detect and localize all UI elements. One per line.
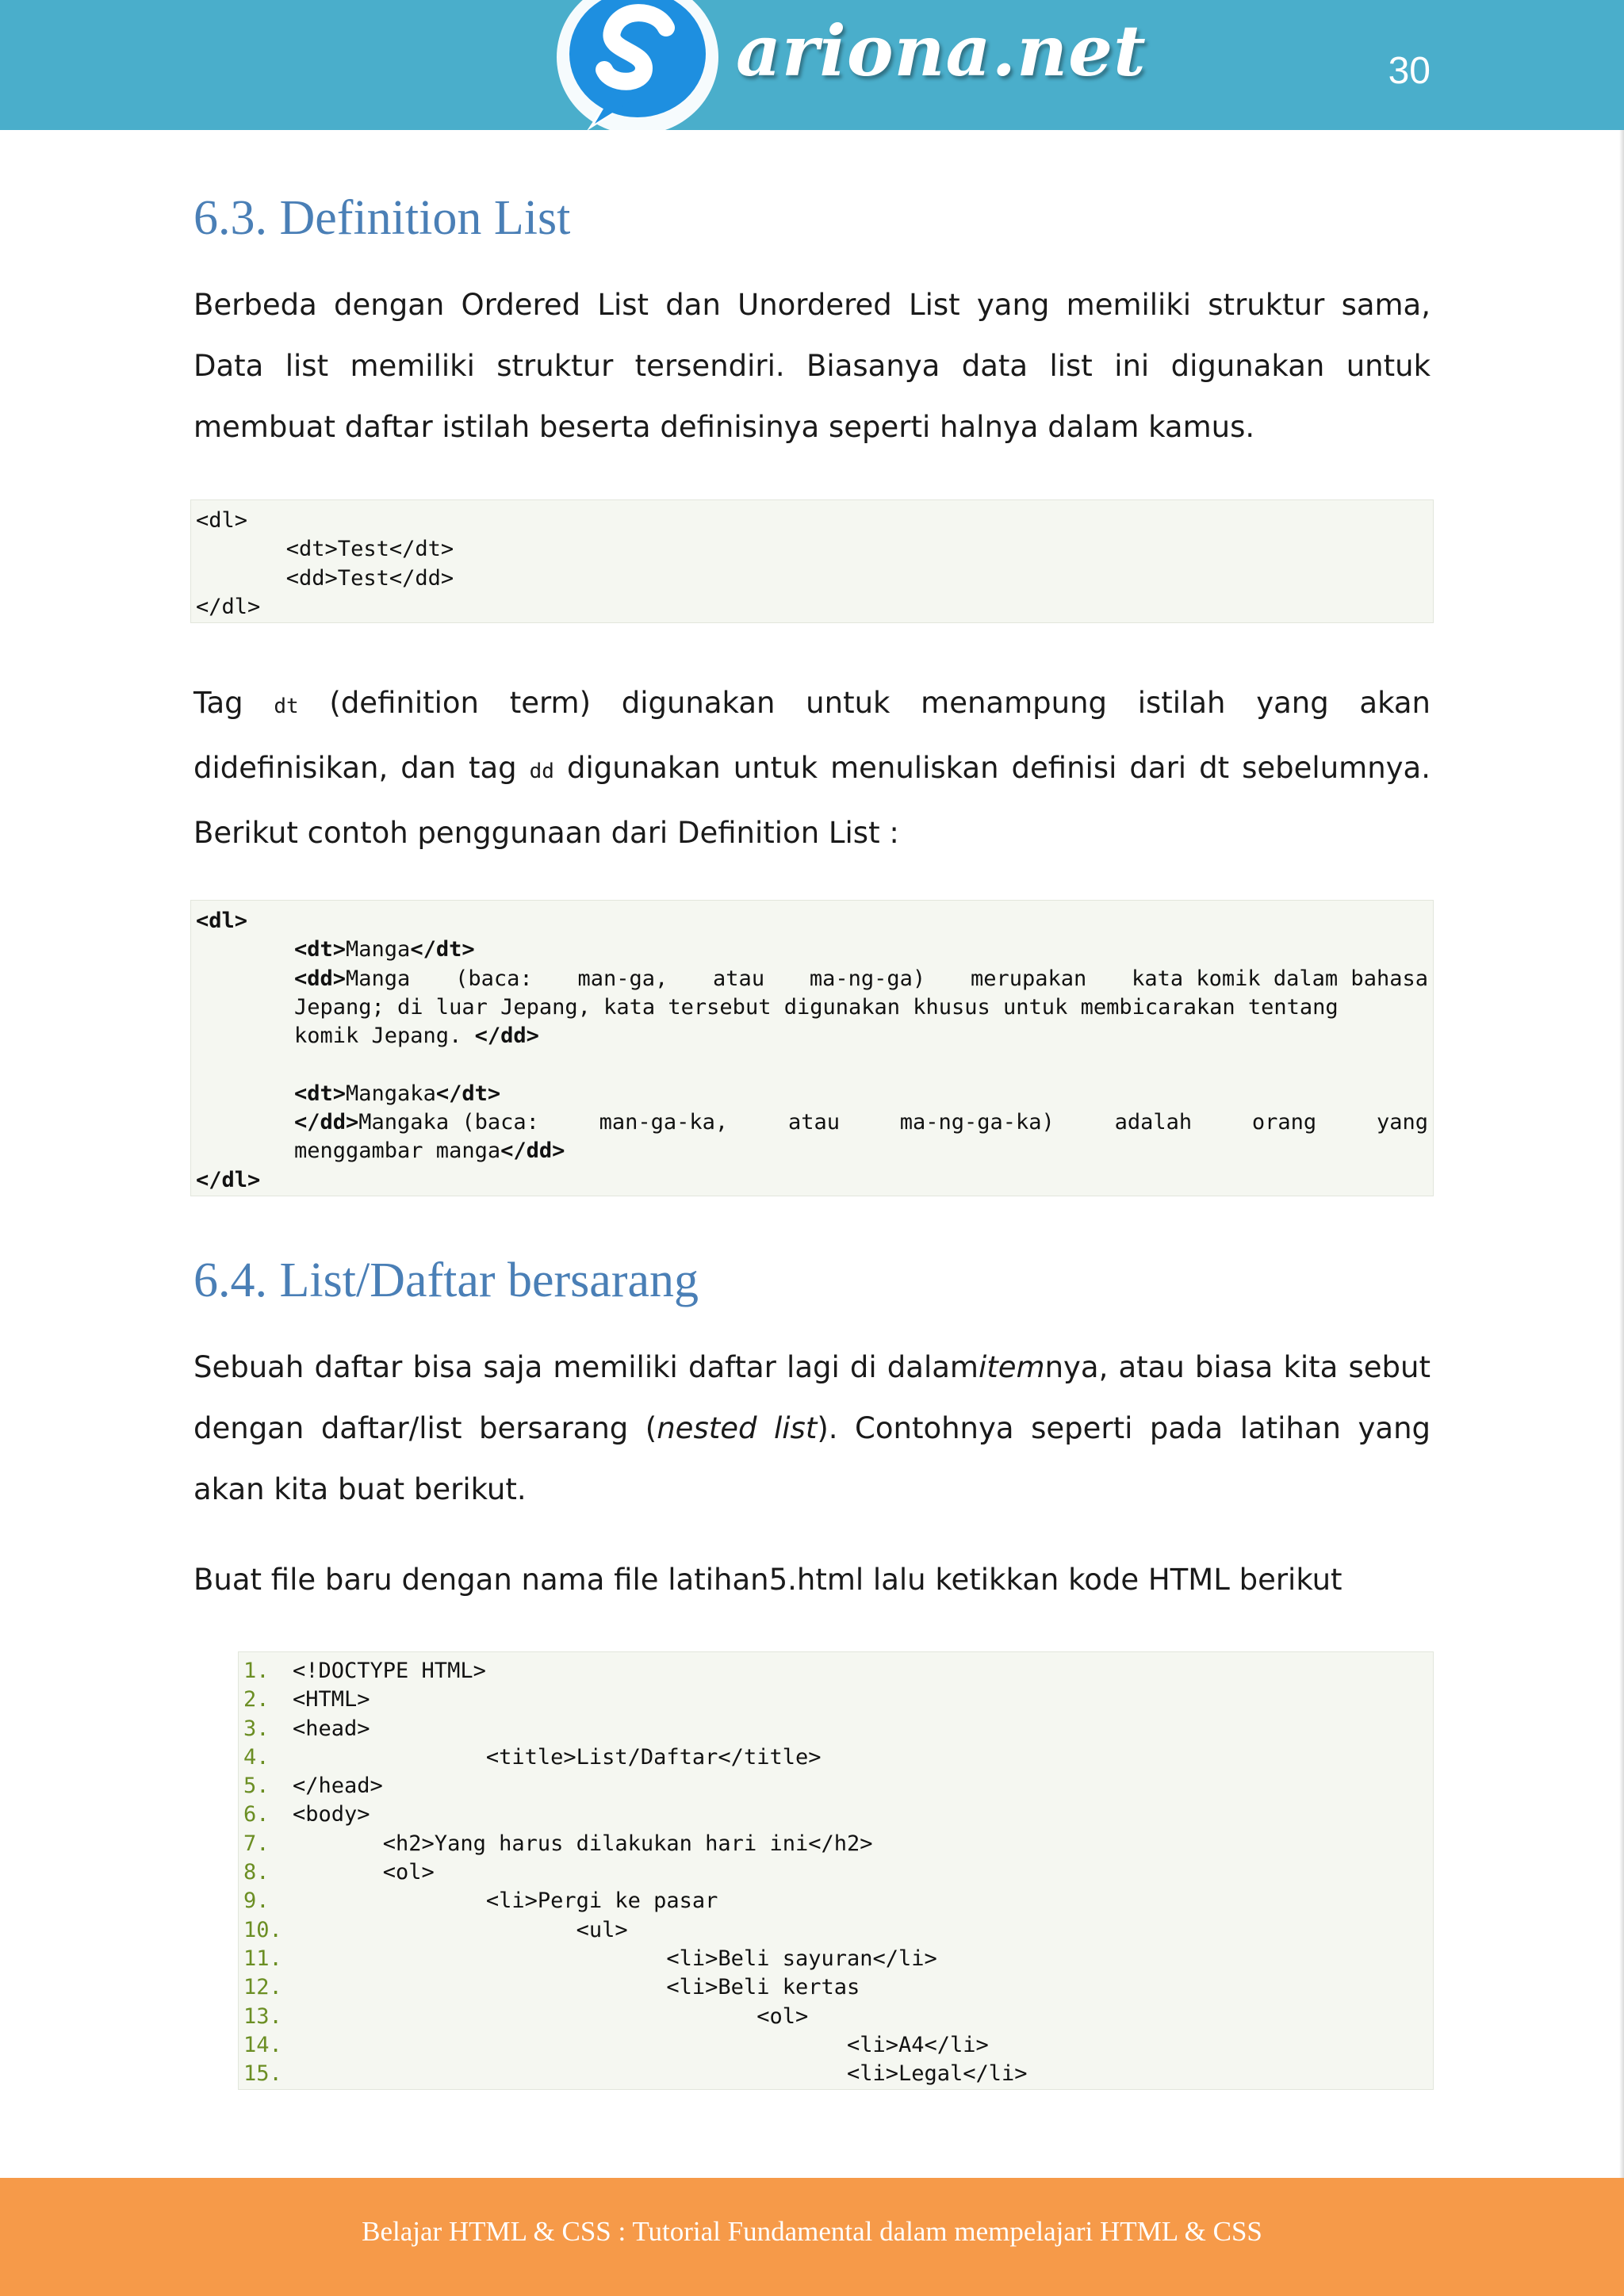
logo-text: ariona.net (736, 10, 1147, 92)
code-text: <li>Pergi ke pasar (293, 1888, 718, 1914)
intro-text-b: nya, atau biasa kita sebut dengan daftar/list bersarang ( (193, 1350, 1431, 1445)
code-segment (294, 965, 410, 993)
code-word: adalah (1114, 1110, 1193, 1135)
code-text: <li>Legal</li> (293, 2061, 1028, 2087)
intro-emphasis-nested-list: nested list (657, 1411, 818, 1445)
code-line (239, 2060, 1433, 2088)
page-edge-shadow (1619, 130, 1624, 2178)
page-footer (0, 2178, 1624, 2296)
code-tag: <dd> (294, 966, 347, 991)
code-text: <!DOCTYPE HTML> (293, 1659, 486, 1683)
code-word: atau (713, 966, 765, 991)
code-line: Jepang; di luar Jepang, kata tersebut digunakan khusus untuk membicarakan tentang (294, 994, 1339, 1020)
page-header (0, 0, 1624, 130)
intro-text-a: Sebuah daftar bisa saja memiliki daftar lagi di dalam (193, 1350, 979, 1384)
definition-list-description (193, 672, 1431, 863)
line-number: 15. (243, 2061, 282, 2087)
code-line: <dl> (196, 909, 248, 933)
code-word: yang (1376, 1110, 1428, 1135)
code-tag: <dt> (294, 1081, 347, 1106)
code-line (239, 1743, 1433, 1772)
line-number: 9. (243, 1888, 270, 1914)
code-line (239, 1945, 1433, 1973)
code-text: <li>A4</li> (293, 2032, 989, 2057)
code-line: <dt>Test</dt> (196, 537, 454, 562)
code-text: Mangaka (346, 1081, 436, 1106)
code-word: kata komik dalam bahasa (1132, 966, 1428, 991)
line-number: 14. (243, 2032, 282, 2057)
code-tag: </dd> (500, 1138, 565, 1164)
code-line (239, 1657, 1433, 1686)
code-word: Manga (346, 966, 411, 991)
exercise-instruction: Buat file baru dengan nama file latihan5.html lalu ketikkan kode HTML berikut (193, 1563, 1342, 1597)
code-line (196, 1137, 1428, 1165)
desc-text-3: digunakan untuk menuliskan definisi dari dt sebelumnya. Berikut contoh penggunaan dari Definition List : (193, 751, 1431, 850)
nested-list-intro (193, 1337, 1431, 1520)
code-word: man-ga, (577, 966, 668, 991)
code-tag: </dd> (474, 1024, 539, 1049)
code-text: <ul> (293, 1917, 628, 1942)
code-word: man-ga-ka, (599, 1110, 729, 1135)
code-text: <HTML> (293, 1687, 370, 1712)
code-line (196, 1108, 1428, 1137)
desc-text-1: Tag (193, 686, 274, 720)
line-number: 13. (243, 2003, 282, 2029)
code-line (196, 936, 1428, 964)
code-line (239, 1830, 1433, 1858)
code-text: <body> (293, 1802, 370, 1827)
logo-bubble-icon (555, 0, 722, 147)
section-title-definition-list: 6.3. Definition List (193, 191, 571, 245)
line-number: 12. (243, 1975, 282, 2000)
code-block-definition-list-example (190, 900, 1434, 1196)
code-line (239, 2031, 1433, 2060)
code-line (239, 1887, 1433, 1915)
code-line (196, 965, 1428, 993)
code-word: orang (1251, 1110, 1317, 1135)
code-text: <title>List/Daftar</title> (293, 1744, 822, 1770)
code-tag: </dt> (435, 1081, 501, 1106)
code-line-empty (196, 1050, 1428, 1079)
code-line (196, 1022, 1428, 1050)
line-number: 10. (243, 1917, 282, 1942)
inline-code-dt: dt (274, 695, 299, 718)
code-tag: <dt> (294, 937, 347, 962)
code-text: <ol> (293, 1860, 435, 1885)
line-number: 2. (243, 1687, 270, 1712)
desc-text-2: (definition term) digunakan untuk menampung istilah yang akan didefinisikan, dan tag (193, 686, 1431, 785)
intro-text-c: ). Contohnya seperti pada latihan yang akan kita buat berikut. (193, 1411, 1431, 1506)
inline-code-dd: dd (529, 760, 554, 783)
code-segment (294, 1108, 539, 1137)
page-number: 30 (1388, 50, 1431, 92)
code-line (239, 1686, 1433, 1714)
line-number: 11. (243, 1946, 282, 1971)
definition-list-intro: Berbeda dengan Ordered List dan Unordered List yang memiliki struktur sama, Data list memiliki struktur tersendiri. Biasanya data list ini digunakan untuk membuat daftar istilah beserta definisinya seperti halnya dalam kamus. (193, 288, 1431, 444)
code-line: <dl> (196, 508, 248, 533)
code-text: <li>Beli sayuran</li> (293, 1946, 937, 1971)
line-number: 7. (243, 1831, 270, 1856)
code-text: </head> (293, 1774, 383, 1799)
code-word: merupakan (970, 966, 1087, 991)
code-line (239, 1858, 1433, 1887)
code-line (239, 1772, 1433, 1800)
code-line: </dl> (196, 1167, 261, 1192)
code-text: <head> (293, 1716, 370, 1741)
code-text: <li>Beli kertas (293, 1975, 860, 2000)
code-line (239, 1916, 1433, 1945)
line-number: 8. (243, 1860, 270, 1885)
code-word: (baca: (455, 966, 533, 991)
code-text: komik Jepang. (294, 1024, 475, 1049)
footer-text: Belajar HTML & CSS : Tutorial Fundamental dalam mempelajari HTML & CSS (362, 2216, 1262, 2247)
code-line (239, 1800, 1433, 1829)
code-text: <ol> (293, 2003, 809, 2029)
code-text: <h2>Yang harus dilakukan hari ini</h2> (293, 1831, 873, 1856)
code-word: ma-ng-ga-ka) (899, 1110, 1055, 1135)
code-word: Mangaka (baca: (358, 1110, 539, 1135)
line-number: 6. (243, 1802, 270, 1827)
code-tag: </dd> (294, 1110, 359, 1135)
code-block-definition-list-basic (190, 499, 1434, 623)
code-block-nested-list (238, 1651, 1434, 2090)
code-line (239, 1715, 1433, 1743)
code-text: menggambar manga (294, 1138, 501, 1164)
intro-emphasis-item: item (978, 1350, 1045, 1384)
section-title-nested-list: 6.4. List/Daftar bersarang (193, 1253, 699, 1307)
code-line: </dl> (196, 594, 261, 619)
code-text: Manga (346, 937, 411, 962)
line-number: 1. (243, 1659, 270, 1683)
line-number: 4. (243, 1744, 270, 1770)
code-line (239, 2003, 1433, 2031)
code-line (196, 1080, 1428, 1108)
code-tag: </dt> (410, 937, 475, 962)
line-number: 5. (243, 1774, 270, 1799)
code-word: atau (787, 1110, 840, 1135)
site-logo (555, 0, 1147, 147)
code-line (239, 1973, 1433, 2002)
line-number: 3. (243, 1716, 270, 1741)
code-word: ma-ng-ga) (809, 966, 926, 991)
code-line: <dd>Test</dd> (196, 565, 454, 591)
